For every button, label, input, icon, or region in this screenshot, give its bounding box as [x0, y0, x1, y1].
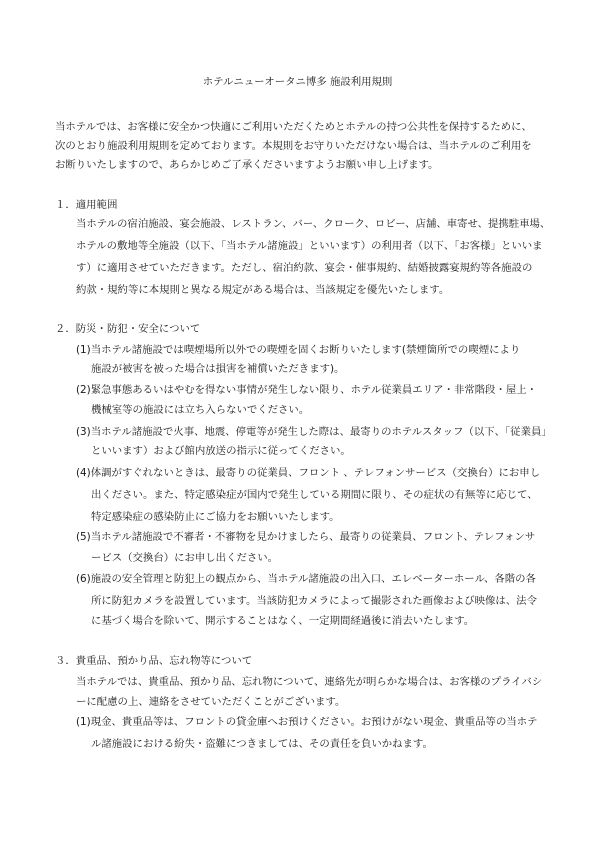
list-item: (1)現金、貴重品等は、フロントの貸金庫へお預けください。お預けがない現金、貴重品等の当ホテ — [76, 716, 538, 728]
section-body-line: ーに配慮の上、連絡をさせていただくことがございます。 — [76, 696, 346, 708]
section-body-line: ホテルの敷地等全施設（以下、「当ホテル諸施設」といいます）の利用者（以下、「お客様」といいま — [76, 240, 543, 252]
list-item: (1)当ホテル諸施設では喫煙場所以外での喫煙を固くお断りいたします(禁煙箇所での喫煙により — [76, 344, 521, 356]
list-item: (5)当ホテル諸施設で不審者・不審物を見かけましたら、最寄りの従業員、フロント、テレフォンサ — [76, 531, 536, 543]
list-item-continuation: といいます）および館内放送の指示に従ってください。 — [91, 445, 351, 457]
intro-line: お断りいたしますので、あらかじめご了承くださいますようお願い申し上げます。 — [55, 159, 439, 171]
list-item-continuation: 出ください。また、特定感染症が国内で発生している期間に限り、その症状の有無等に応じて、 — [91, 489, 538, 501]
list-item: (6)施設の安全管理と防犯上の観点から、当ホテル諸施設の出入口、エレベーターホール、各階の各 — [76, 573, 536, 585]
list-item-continuation: ービス（交換台）にお申し出ください。 — [91, 552, 279, 564]
list-item: (4)体調がすぐれないときは、最寄りの従業員、フロント 、テレフォンサービス（交換台）にお申し — [76, 467, 541, 479]
list-item: (3)当ホテル諸施設で火事、地震、停電等が発生した際は、最寄りのホテルスタッフ（以下、「従業員」 — [76, 426, 552, 438]
section-body-line: 当ホテルの宿泊施設、宴会施設、レストラン、バー、クローク、ロビー、店舗、車寄せ、提携駐車場、 — [76, 218, 551, 230]
section-heading: ２．防災・防犯・安全について — [55, 323, 201, 335]
list-item-continuation: に基づく場合を除いて、開示することはなく、一定期間経過後に消去いたします。 — [91, 615, 475, 627]
list-item-continuation: 施設が被害を被った場合は損害を補償いただきます)。 — [91, 363, 345, 375]
list-item: (2)緊急事態あるいはやむを得ない事情が発生しない限り、ホテル従業員エリア・非常階段・屋上・ — [76, 384, 537, 396]
intro-line: 次のとおり施設利用規則を定めております。本規則をお守りいただけない場合は、当ホテルのご利用を — [55, 140, 532, 152]
section-body-line: す）に適用させていただきます。ただし、宿泊約款、宴会・催事規約、結婚披露宴規約等各施設の — [76, 262, 533, 274]
section-heading: １．適用範囲 — [55, 199, 118, 211]
document-title: ホテルニューオータニ博多 施設利用規則 — [202, 76, 393, 88]
section-body-line: 約款・規約等に本規則と異なる規定がある場合は、当該規定を優先いたします。 — [76, 284, 450, 296]
intro-line: 当ホテルでは、お客様に安全かつ快適にご利用いただくためとホテルの持つ公共性を保持するために、 — [55, 121, 532, 133]
section-body-line: 当ホテルでは、貴重品、預かり品、忘れ物について、連絡先が明らかな場合は、お客様のプライバシ — [76, 676, 543, 688]
list-item-continuation: 特定感染症の感染防止にご協力をお願いいたします。 — [91, 511, 340, 523]
list-item-continuation: 機械室等の施設には立ち入らないでください。 — [91, 404, 310, 416]
list-item-continuation: ル諸施設における紛失・盗難につきましては、その責任を負いかねます。 — [91, 738, 433, 750]
section-heading: ３．貴重品、預かり品、忘れ物等について — [55, 655, 253, 667]
list-item-continuation: 所に防犯カメラを設置しています。当該防犯カメラによって撮影された画像および映像は、法令 — [91, 595, 537, 607]
